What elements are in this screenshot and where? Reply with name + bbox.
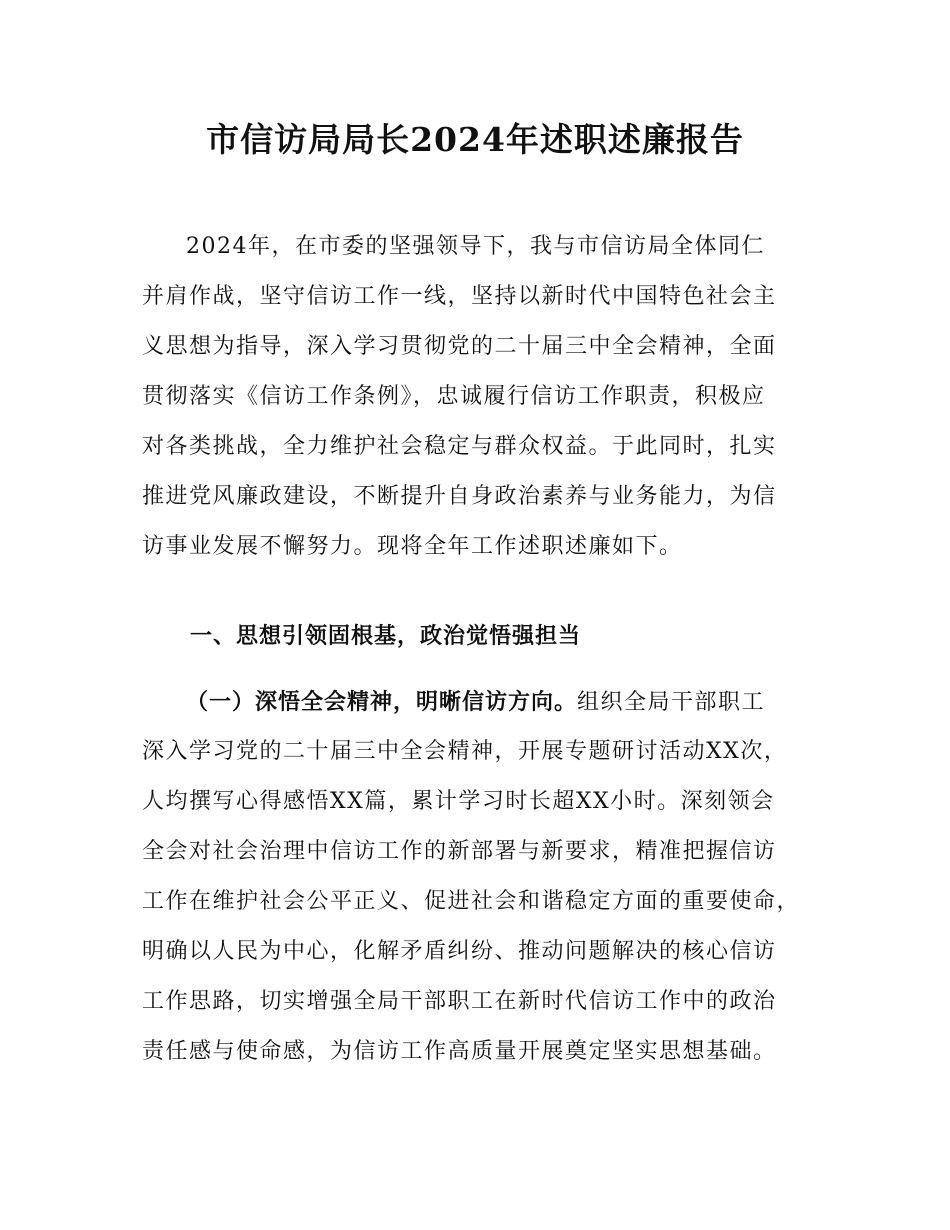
section-heading-1	[142, 612, 822, 662]
paragraph-line: 工作思路，切实增强全局干部职工在新时代信访工作中的政治	[142, 989, 777, 1014]
paragraph-line: 明确以人民为中心，化解矛盾纠纷、推动问题解决的核心信访	[142, 939, 777, 964]
paragraph-line: 推进党风廉政建设，不断提升自身政治素养与业务能力，为信	[142, 484, 777, 509]
paragraph-first-line	[142, 677, 822, 727]
paragraph-intro	[142, 222, 822, 572]
paragraph-line: 责任感与使命感，为信访工作高质量开展奠定坚实思想基础。	[142, 1039, 777, 1064]
paragraph-line: 全会对社会治理中信访工作的新部署与新要求，精准把握信访	[142, 839, 777, 864]
document-title: 市信访局局长2024年述职述廉报告	[206, 120, 744, 159]
paragraph-line: 对各类挑战，全力维护社会稳定与群众权益。于此同时，扎实	[142, 434, 777, 459]
paragraph-line: 2024年，在市委的坚强领导下，我与市信访局全体同仁	[186, 234, 765, 259]
paragraph-line: 人均撰写心得感悟XX篇，累计学习时长超XX小时。深刻领会	[142, 789, 775, 814]
paragraph-line: 义思想为指导，深入学习贯彻党的二十届三中全会精神，全面	[142, 334, 777, 359]
paragraph-line: 并肩作战，坚守信访工作一线，坚持以新时代中国特色社会主	[142, 284, 777, 309]
paragraph-line: 贯彻落实《信访工作条例》，忠诚履行信访工作职责，积极应	[142, 384, 766, 409]
section-heading-text: 一、思想引领固根基，政治觉悟强担当	[190, 624, 582, 649]
paragraph-subsection-1	[142, 677, 822, 1077]
paragraph-line: 深入学习党的二十届三中全会精神，开展专题研讨活动XX次，	[142, 739, 788, 764]
paragraph-line: 访事业发展不懈努力。现将全年工作述职述廉如下。	[142, 534, 683, 559]
paragraph-line: 工作在维护社会公平正义、促进社会和谐稳定方面的重要使命，	[142, 889, 801, 914]
paragraph-line-rest: 组织全局干部职工	[577, 690, 766, 715]
subsection-heading: （一）深悟全会精神，明晰信访方向。	[186, 689, 578, 715]
